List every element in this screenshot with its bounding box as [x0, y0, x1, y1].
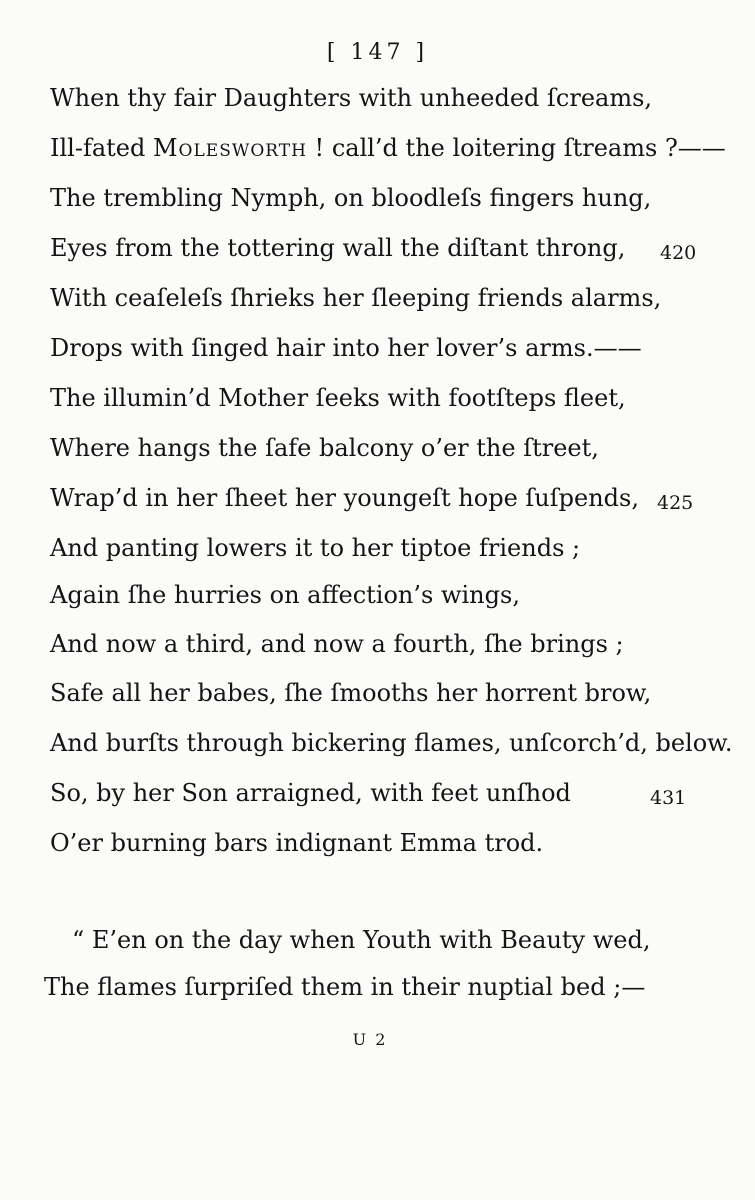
verse-line: O’er burning bars indignant Emma trod. — [50, 829, 544, 857]
line-number-431: 431 — [650, 787, 687, 809]
verse-line: Wrap’d in her ſheet her youngeſt hope ſuſpends, — [50, 484, 639, 512]
verse-line: And panting lowers it to her tiptoe friends ; — [50, 534, 581, 562]
verse-line: Safe all her babes, ſhe ſmooths her horrent brow, — [50, 679, 652, 707]
verse-line: The illumin’d Mother ſeeks with footſteps fleet, — [50, 384, 626, 412]
verse-line: Eyes from the tottering wall the diſtant throng, — [50, 234, 626, 262]
verse-line-start: Ill-fated — [50, 134, 153, 162]
verse-line-end: ! call’d the loitering ſtreams ?—— — [306, 134, 726, 162]
verse-line — [50, 133, 726, 163]
line-number-425: 425 — [657, 492, 694, 514]
name-molesworth: Molesworth — [152, 134, 307, 162]
verse-line: Drops with ſinged hair into her lover’s arms.—— — [50, 334, 642, 362]
verse-line: So, by her Son arraigned, with feet unſhod — [50, 779, 571, 807]
verse-line: With ceaſeleſs ſhrieks her ſleeping friends alarms, — [50, 284, 662, 312]
verse-line: The flames ſurpriſed them in their nuptial bed ;— — [44, 973, 646, 1001]
verse-line: The trembling Nymph, on bloodleſs fingers hung, — [50, 184, 652, 212]
verse-line: Again ſhe hurries on affection’s wings, — [50, 581, 520, 609]
verse-line: And now a third, and now a fourth, ſhe brings ; — [50, 630, 624, 658]
page-number: [ 147 ] — [326, 40, 429, 65]
signature-mark: U 2 — [352, 1030, 388, 1049]
line-number-420: 420 — [660, 242, 697, 264]
verse-line: And burſts through bickering flames, unſcorch’d, below. — [50, 729, 733, 757]
verse-line: “ E’en on the day when Youth with Beauty wed, — [72, 926, 651, 954]
verse-line: When thy fair Daughters with unheeded ſcreams, — [50, 84, 653, 112]
verse-line: Where hangs the ſafe balcony o’er the ſtreet, — [50, 434, 599, 462]
